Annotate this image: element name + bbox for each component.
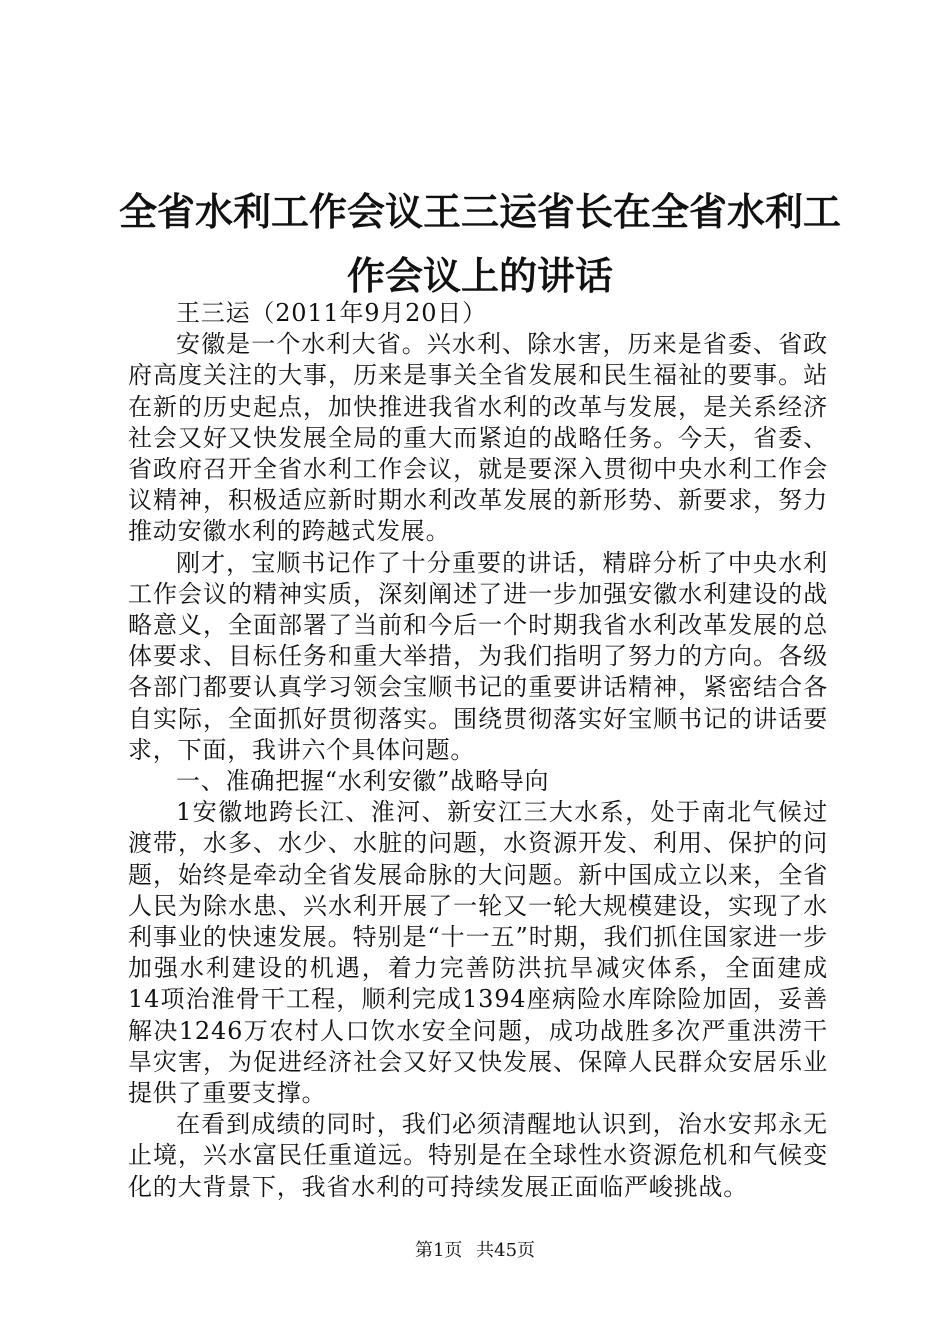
- page-number: 第1页: [414, 1240, 463, 1261]
- section-heading: 一、准确把握“水利安徽”战略导向: [176, 767, 550, 796]
- total-pages: 共45页: [476, 1240, 536, 1261]
- byline: 王三运（2011年9月20日）: [176, 299, 487, 327]
- paragraph: 1安徽地跨长江、淮河、新安江三大水系，处于南北气候过渡带，水多、水少、水脏的问题，水资源开发、利用、保护的问题，始终是牵动全省发展命脉的大问题。新中国成立以来，全省人民为除水患、兴水利开展了一轮又一轮大规模建设，实现了水利事业的快速发展。特别是“十一五”时期，我们抓住国家进一步加强水利建设的机遇，着力完善防洪抗旱减灾体系，全面建成14项治淮骨干工程，顺利完成1394座病险水库除险加固，妥善解决1246万农村人口饮水安全问题，成功战胜多次严重洪涝干旱灾害，为促进经济社会又好又快发展、保障人民群众安居乐业提供了重要支撑。: [128, 798, 828, 1108]
- paragraph: 在看到成绩的同时，我们必须清醒地认识到，治水安邦永无止境，兴水富民任重道远。特别是在全球性水资源危机和气候变化的大背景下，我省水利的可持续发展正面临严峻挑战。: [128, 1110, 828, 1201]
- page-footer: [0, 1238, 950, 1264]
- paragraph: 安徽是一个水利大省。兴水利、除水害，历来是省委、省政府高度关注的大事，历来是事关全省发展和民生福祉的要事。站在新的历史起点，加快推进我省水利的改革与发展，是关系经济社会又好又快发展全局的重大而紧迫的战略任务。今天，省委、省政府召开全省水利工作会议，就是要深入贯彻中央水利工作会议精神，积极适应新时期水利改革发展的新形势、新要求，努力推动安徽水利的跨越式发展。: [128, 330, 828, 546]
- document-title: 全省水利工作会议王三运省长在全省水利工作会议上的讲话: [118, 190, 841, 298]
- paragraph: 刚才，宝顺书记作了十分重要的讲话，精辟分析了中央水利工作会议的精神实质，深刻阐述了进一步加强安徽水利建设的战略意义，全面部署了当前和今后一个时期我省水利改革发展的总体要求、目标任务和重大举措，为我们指明了努力的方向。各级各部门都要认真学习领会宝顺书记的重要讲话精神，紧密结合各自实际，全面抓好贯彻落实。围绕贯彻落实好宝顺书记的讲话要求，下面，我讲六个具体问题。: [128, 548, 828, 764]
- document-body: [128, 298, 828, 1203]
